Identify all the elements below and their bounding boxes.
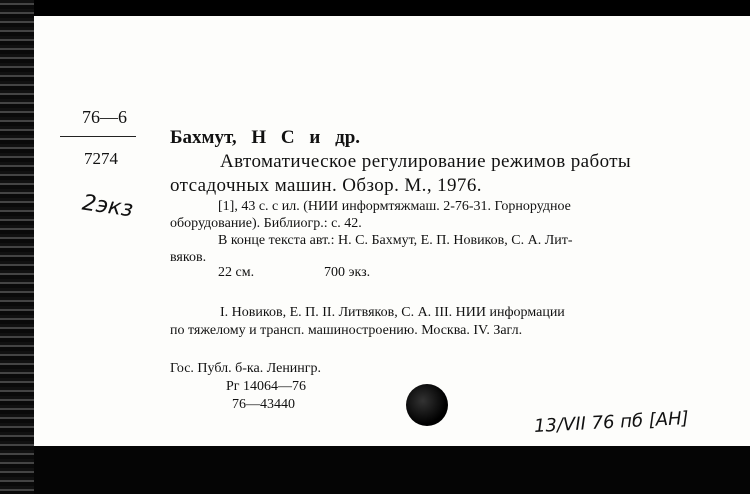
record-number: Рг 14064—76 (226, 379, 307, 394)
size-field: 22 см. (218, 265, 255, 280)
tracing-line-2: по тяжелому и трансп. машиностроению. Москва. IV. Загл. (170, 323, 523, 338)
tracing-line-1: I. Новиков, Е. П. II. Литвяков, С. А. III. НИИ информации (220, 305, 565, 320)
card-punch-hole (406, 384, 448, 426)
description-line-4: вяков. (170, 250, 207, 265)
description-line-2: оборудование). Библиогр.: с. 42. (170, 216, 362, 231)
shelf-mark-divider (60, 136, 136, 137)
title-line-1: Автоматическое регулирование режимов работы (220, 151, 632, 172)
handwritten-date-note: 13/VII 76 пб [АН] (533, 407, 690, 438)
card-number: 76—43440 (232, 397, 295, 412)
description-line-3: В конце текста авт.: Н. С. Бахмут, Е. П. Новиков, С. А. Лит- (218, 233, 573, 248)
title-line-2: отсадочных машин. Обзор. М., 1976. (170, 175, 482, 196)
author-heading: Бахмут, Н С и др. (170, 127, 361, 148)
description-line-1: [1], 43 с. с ил. (НИИ информтяжмаш. 2-76-31. Горнорудное (218, 199, 571, 214)
library-name: Гос. Публ. б-ка. Ленингр. (170, 361, 322, 376)
copies-count: 700 экз. (324, 265, 371, 280)
copies-handwritten-note: 2экз (80, 190, 135, 223)
shelf-mark-bottom: 7274 (84, 149, 118, 168)
catalog-card (34, 16, 750, 446)
scan-bottom-edge (34, 446, 750, 494)
shelf-mark-top: 76—6 (82, 107, 127, 127)
scan-left-edge (0, 0, 34, 494)
